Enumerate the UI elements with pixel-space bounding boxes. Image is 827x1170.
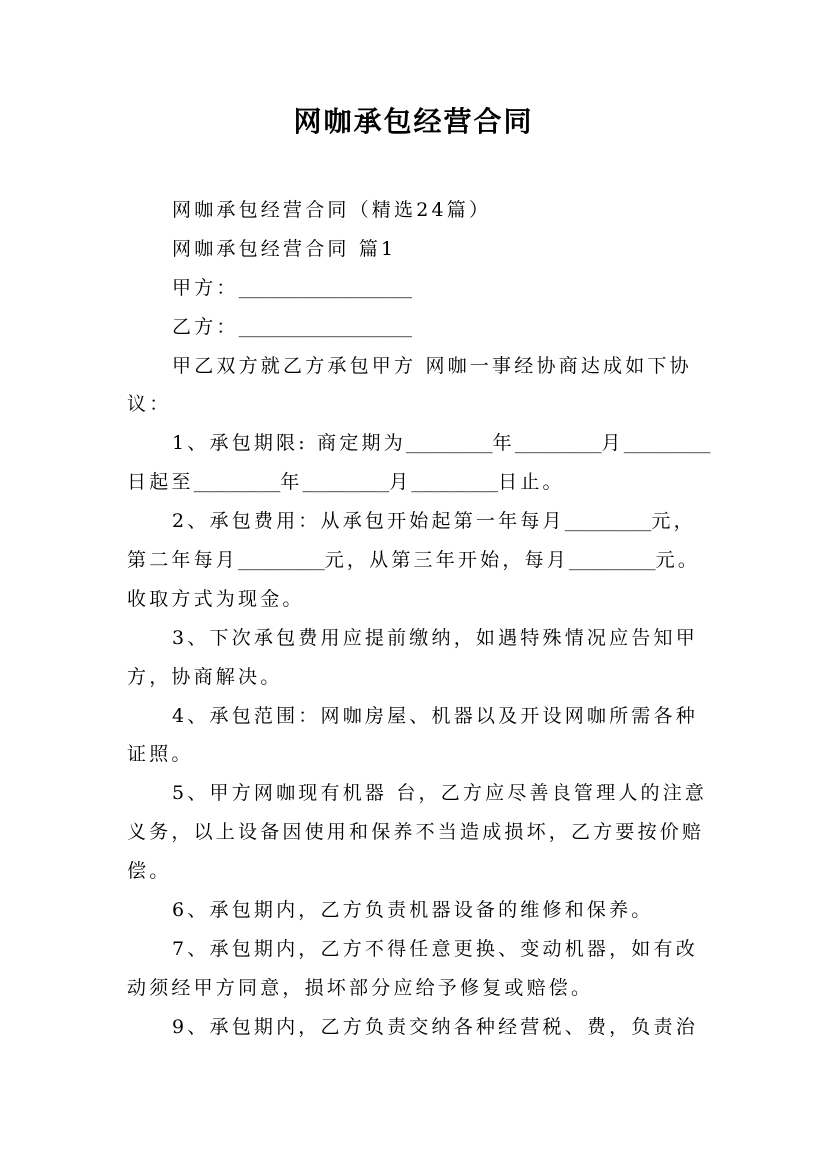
fill-in-blank: ________ <box>405 433 493 455</box>
text-line: 2、承包费用：从承包开始起第一年每月________元， <box>172 510 696 533</box>
fill-in-blank: ________ <box>238 550 325 572</box>
text-line: 日起至________年________月________日止。 <box>127 471 565 494</box>
text-line: 网咖承包经营合同 篇1 <box>172 237 397 260</box>
document-title: 网咖承包经营合同 <box>293 105 534 138</box>
paragraph-clause-3 <box>127 619 727 697</box>
text-line: 6、承包期内，乙方负责机器设备的维修和保养。 <box>172 899 654 922</box>
paragraph-clause-1 <box>127 424 727 502</box>
text-line: 动须经甲方同意，损坏部分应给予修复或赔偿。 <box>127 976 594 999</box>
paragraph-party-b <box>127 308 727 347</box>
paragraph-clause-6 <box>127 891 727 930</box>
text-line: 收取方式为现金。 <box>127 587 305 610</box>
text-line: 证照。 <box>127 743 194 766</box>
text-line: 第二年每月________元，从第三年开始，每月________元。 <box>127 549 701 572</box>
paragraph-collection-heading <box>127 191 727 230</box>
text-line: 义务，以上设备因使用和保养不当造成损坏，乙方要按价赔 <box>127 821 705 844</box>
text-line: 3、下次承包费用应提前缴纳，如遇特殊情况应告知甲 <box>172 626 698 649</box>
fill-in-blank: ________ <box>411 472 499 494</box>
paragraph-preamble <box>127 347 727 425</box>
text-line: 网咖承包经营合同（精选24篇） <box>172 199 492 221</box>
paragraph-section-heading <box>127 230 727 269</box>
text-line: 议： <box>127 393 172 416</box>
document-body <box>127 191 727 1047</box>
text-line: 甲乙双方就乙方承包甲方 网咖一事经协商达成如下协 <box>172 354 692 377</box>
fill-in-blank: ________ <box>623 433 711 455</box>
fill-in-blank: ________________ <box>238 316 412 338</box>
paragraph-clause-5 <box>127 774 727 891</box>
text-line: 方，协商解决。 <box>127 665 283 688</box>
text-line: 偿。 <box>127 860 172 883</box>
fill-in-blank: ________ <box>514 433 602 455</box>
fill-in-blank: ________ <box>302 472 390 494</box>
fill-in-blank: ________________ <box>238 277 412 299</box>
text-line: 甲方：________________ <box>172 276 412 299</box>
fill-in-blank: ________ <box>193 472 281 494</box>
text-line: 乙方：________________ <box>172 315 412 338</box>
paragraph-clause-2 <box>127 502 727 619</box>
fill-in-blank: ________ <box>564 511 652 533</box>
text-line: 4、承包范围：网咖房屋、机器以及开设网咖所需各种 <box>172 704 698 727</box>
text-line: 9、承包期内，乙方负责交纳各种经营税、费，负责治 <box>172 1015 698 1038</box>
text-line: 7、承包期内，乙方不得任意更换、变动机器，如有改 <box>172 937 698 960</box>
text-line: 1、承包期限: 商定期为________年________月________ <box>172 432 711 455</box>
paragraph-clause-7 <box>127 930 727 1008</box>
paragraph-clause-4 <box>127 697 727 775</box>
fill-in-blank: ________ <box>568 550 656 572</box>
text-line: 5、甲方网咖现有机器 台，乙方应尽善良管理人的注意 <box>172 782 708 805</box>
paragraph-clause-9 <box>127 1008 727 1047</box>
paragraph-party-a <box>127 269 727 308</box>
